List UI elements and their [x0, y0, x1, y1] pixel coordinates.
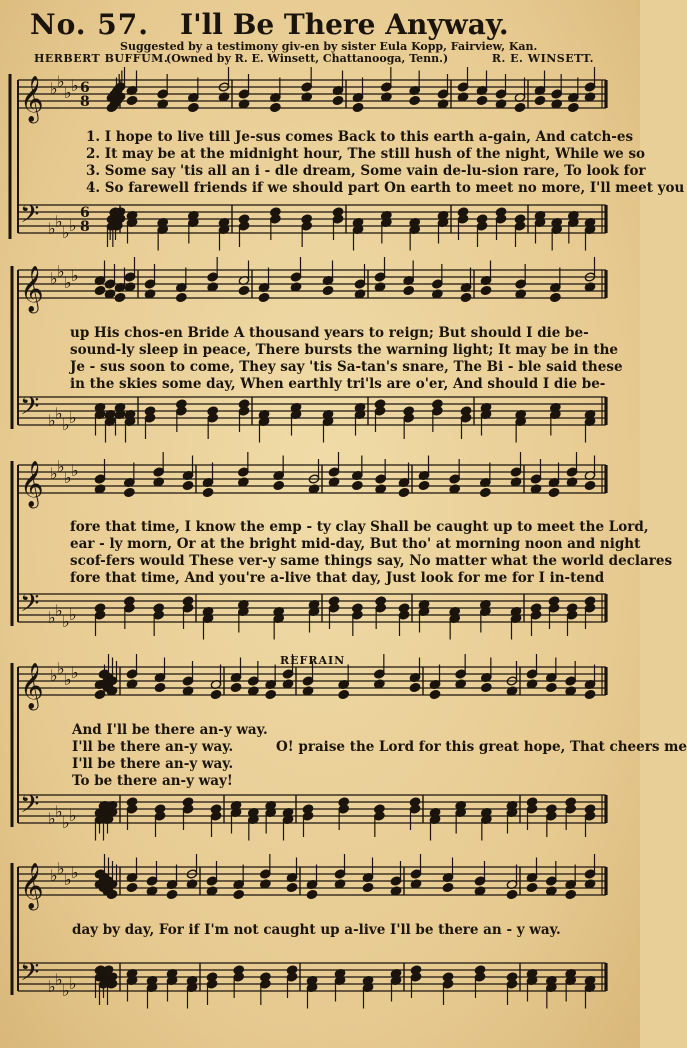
flat-sign: ♭: [48, 219, 56, 238]
note-head: [352, 480, 363, 490]
note-head: [273, 480, 284, 490]
flat-sign: ♭: [64, 468, 72, 487]
author-credit: HERBERT BUFFUM.: [34, 52, 169, 65]
flat-sign: ♭: [71, 863, 79, 882]
note-head: [233, 889, 244, 899]
lyric-line: fore that time, I know the emp - ty clay Shall be caught up to meet the Lord,: [70, 519, 649, 535]
flat-sign: ♭: [57, 457, 65, 476]
flat-sign: ♭: [71, 663, 79, 682]
note-head: [409, 682, 420, 692]
note-head: [409, 95, 420, 105]
time-signature: 8: [80, 219, 90, 235]
note-head: [565, 889, 576, 899]
flat-sign: ♭: [64, 83, 72, 102]
flat-sign: ♭: [69, 605, 77, 624]
flat-sign: ♭: [71, 76, 79, 95]
lyric-line: 1. I hope to live till Je-sus comes Back to this earth a-gain, And catch-es: [86, 129, 634, 145]
flat-sign: ♭: [57, 859, 65, 878]
flat-sign: ♭: [64, 273, 72, 292]
lyric-line: fore that time, And you're a-live that day, Just look for me for I in-tend: [70, 570, 605, 586]
note-head: [584, 689, 595, 699]
flat-sign: ♭: [71, 266, 79, 285]
flat-sign: ♭: [62, 415, 70, 434]
flat-sign: ♭: [71, 461, 79, 480]
note-head: [126, 882, 137, 892]
clef-icon: 𝄞: [20, 266, 44, 312]
clef-icon: 𝄞: [20, 76, 44, 122]
refrain-last-line: day by day, For if I'm not caught up a-live I'll be there an - y way.: [72, 922, 561, 938]
note-head: [442, 882, 453, 892]
lyric-line: ear - ly morn, Or at the bright mid-day, But tho' at morning noon and night: [70, 536, 641, 552]
note-head: [230, 682, 241, 692]
owner-credit: (Owned by R. E. Winsett, Chattanooga, Tenn.): [166, 52, 449, 65]
clef-icon: 𝄢: [20, 790, 40, 825]
lyrics-system-3: [70, 519, 673, 587]
flat-sign: ♭: [55, 601, 63, 620]
lyric-line: 3. Some say 'tis all an i - dle dream, Some vain de-lu-sion rare, To look for: [86, 163, 646, 179]
note-head: [514, 102, 525, 112]
note-head: [584, 480, 595, 490]
note-head: [526, 882, 537, 892]
flat-sign: ♭: [69, 408, 77, 427]
flat-sign: ♭: [50, 666, 58, 685]
flat-sign: ♭: [50, 866, 58, 885]
composer-credit: R. E. WINSETT.: [491, 52, 594, 65]
note-head: [114, 292, 125, 302]
lyric-line: And I'll be there an-y way.: [72, 722, 268, 738]
flat-sign: ♭: [64, 870, 72, 889]
flat-sign: ♭: [55, 212, 63, 231]
flat-sign: ♭: [48, 608, 56, 627]
clef-icon: 𝄞: [20, 461, 44, 507]
note-head: [481, 682, 492, 692]
clef-icon: 𝄢: [20, 958, 40, 993]
flat-sign: ♭: [62, 612, 70, 631]
refrain-lyrics-right: O! praise the Lord for this great hope, That cheers me: [276, 739, 687, 755]
flat-sign: ♭: [50, 269, 58, 288]
note-head: [398, 487, 409, 497]
clef-icon: 𝄢: [20, 392, 40, 427]
flat-sign: ♭: [55, 970, 63, 989]
note-head: [546, 682, 557, 692]
flat-sign: ♭: [69, 974, 77, 993]
time-signature: 6: [80, 205, 90, 221]
flat-sign: ♭: [57, 262, 65, 281]
flat-sign: ♭: [62, 981, 70, 1000]
lyric-line: 4. So farewell friends if we should part On earth to meet no more, I'll meet you: [86, 180, 685, 196]
note-head: [166, 889, 177, 899]
refrain-lyrics-left: [72, 722, 268, 790]
flat-sign: ♭: [48, 411, 56, 430]
flat-sign: ♭: [48, 977, 56, 996]
note-head: [480, 487, 491, 497]
note-head: [286, 882, 297, 892]
clef-icon: 𝄞: [20, 863, 44, 909]
note-head: [126, 95, 137, 105]
lyric-line: To be there an-y way!: [72, 773, 233, 789]
note-head: [154, 682, 165, 692]
clef-icon: 𝄢: [20, 200, 40, 235]
note-head: [534, 95, 545, 105]
note-head: [352, 102, 363, 112]
note-head: [270, 102, 281, 112]
note-head: [332, 95, 343, 105]
note-head: [176, 292, 187, 302]
clef-icon: 𝄢: [20, 589, 40, 624]
lyrics-system-2: [70, 325, 623, 393]
note-head: [188, 102, 199, 112]
note-head: [338, 689, 349, 699]
note-head: [480, 285, 491, 295]
lyric-line: in the skies some day, When earthly tri'ls are o'er, And should I die be-: [70, 376, 606, 392]
note-head: [210, 689, 221, 699]
note-head: [429, 689, 440, 699]
flat-sign: ♭: [69, 216, 77, 235]
lyric-line: scof-fers would These ver-y same things say, No matter what the world declares: [70, 553, 673, 569]
clef-icon: 𝄞: [20, 663, 44, 709]
note-head: [322, 285, 333, 295]
note-head: [550, 292, 561, 302]
flat-sign: ♭: [50, 79, 58, 98]
note-head: [460, 292, 471, 302]
flat-sign: ♭: [50, 464, 58, 483]
refrain-label: REFRAIN: [280, 654, 346, 667]
lyric-line: Je - sus soon to come, They say 'tis Sa-tan's snare, The Bi - ble said these: [70, 359, 623, 375]
lyric-line: I'll be there an-y way.: [72, 756, 234, 772]
flat-sign: ♭: [55, 802, 63, 821]
flat-sign: ♭: [62, 223, 70, 242]
note-head: [238, 285, 249, 295]
note-head: [476, 95, 487, 105]
lyric-line: I'll be there an-y way.: [72, 739, 234, 755]
lyric-line: sound-ly sleep in peace, There bursts the warning light; It may be in the: [70, 342, 618, 358]
note-head: [124, 487, 135, 497]
note-head: [202, 487, 213, 497]
flat-sign: ♭: [57, 72, 65, 91]
lyric-line: up His chos-en Bride A thousand years to reign; But should I die be-: [70, 325, 589, 341]
note-head: [362, 882, 373, 892]
lyrics-system-1: [86, 129, 685, 197]
time-signature: 6: [80, 80, 90, 96]
note-head: [182, 480, 193, 490]
time-signature: 8: [80, 94, 90, 110]
note-head: [418, 480, 429, 490]
hymn-number: No. 57.: [30, 8, 149, 41]
flat-sign: ♭: [48, 809, 56, 828]
flat-sign: ♭: [64, 670, 72, 689]
flat-sign: ♭: [62, 813, 70, 832]
note-head: [403, 285, 414, 295]
suggestion-note: Suggested by a testimony giv-en by sister Eula Kopp, Fairview, Kan.: [120, 40, 538, 53]
flat-sign: ♭: [55, 404, 63, 423]
note-head: [94, 285, 105, 295]
note-head: [506, 889, 517, 899]
flat-sign: ♭: [57, 659, 65, 678]
lyric-line: 2. It may be at the midnight hour, The still hush of the night, While we so: [86, 146, 646, 162]
note-head: [258, 292, 269, 302]
note-head: [306, 889, 317, 899]
note-head: [548, 487, 559, 497]
note-head: [568, 102, 579, 112]
hymn-title: I'll Be There Anyway.: [180, 8, 509, 41]
note-head: [265, 689, 276, 699]
flat-sign: ♭: [69, 806, 77, 825]
